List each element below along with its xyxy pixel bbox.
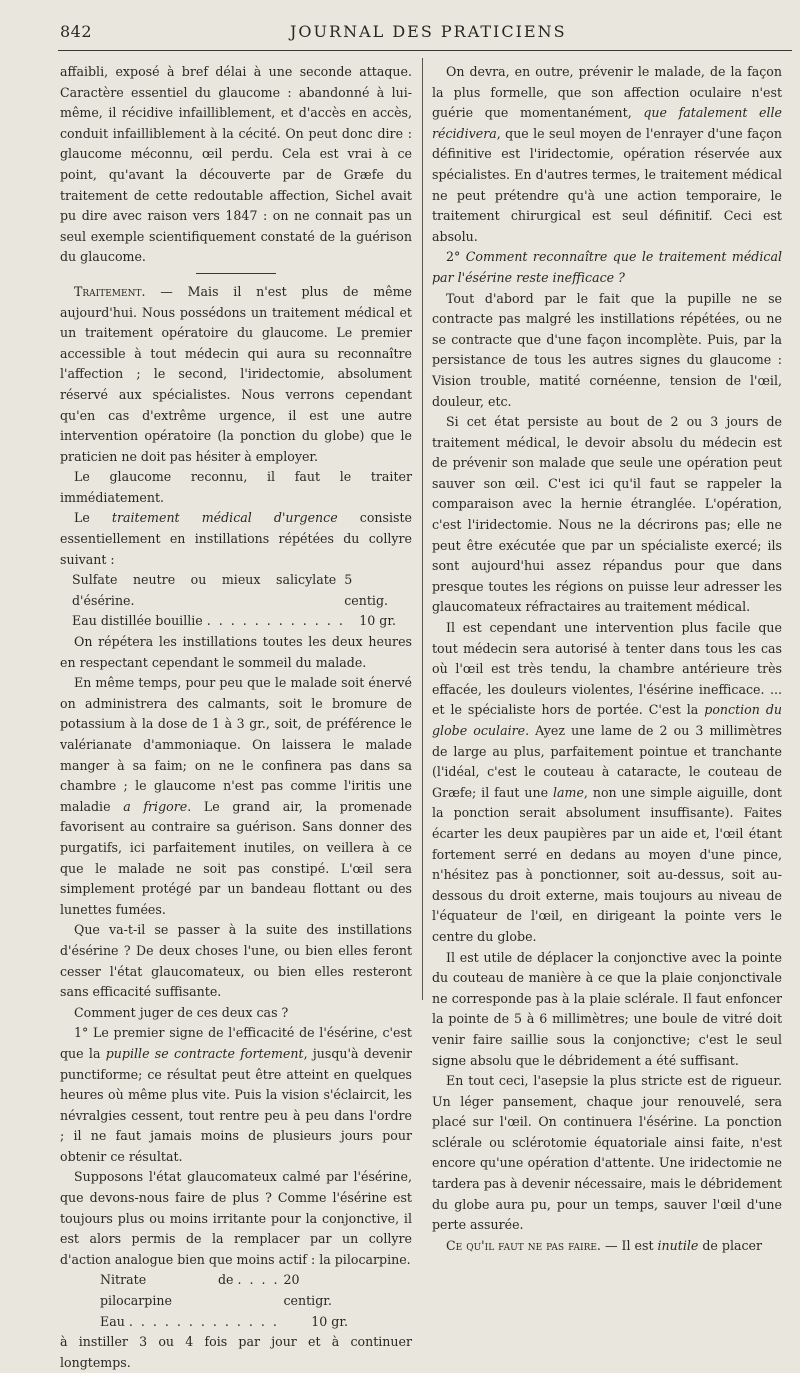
section-heading-ne-pas-faire: Ce qu'il faut ne pas faire. bbox=[446, 1237, 601, 1253]
recipe-quantity: 20 centigr. bbox=[283, 1272, 332, 1309]
emphasis: traitement médical d'urgence bbox=[111, 510, 338, 526]
recipe-quantity: 5 centig. bbox=[344, 572, 389, 608]
paragraph: En tout ceci, l'asepsie la plus stricte est de rigueur. Un léger pansement, chaque jour renouvelé, sera placé sur l'œil. On continuera l'ésérine. La ponction sclérale ou sclérotomie équatoriale ainsi faite, n'est encore qu'une opération d'attente. Une iridectomie ne tardera pas à devenir nécessaire, mais le débridement du globe aura pu, pour un temps, sauver l'œil d'une perte assurée. bbox=[432, 1073, 782, 1233]
paragraph-text: , que le seul moyen de l'enrayer d'une façon définitive est l'iridectomie, opération réservée aux spécialistes. En d'autres termes, le traitement médical ne peut prétendre qu'à une action temporaire, le traitement chirurgical est seul définitif. Ceci est absolu. bbox=[432, 125, 782, 244]
paragraph-text: , non une simple aiguille, dont la ponction serait absolument insuffisante). Faites écarter les deux paupières par un aide et, l'œil étant fortement serré en dedans au moyen d'une pince, n'hésitez pas à ponctionner, soit au-dessus, soit au-dessous du droit externe, mais toujours au niveau de l'équateur de l'œil, en dirigeant la pointe vers le centre du globe. bbox=[432, 784, 782, 944]
paragraph-text: , jusqu'à devenir punctiforme; ce résultat peut être atteint en quelques heures où même plus vite. Puis la vision s'éclaircit, les névralgies cessent, tout rentre peu à peu dans l'ordre ; il ne faut jamais moins de plusieurs jours pour obtenir ce résultat. bbox=[60, 1045, 413, 1164]
recipe-quantity: 10 gr. bbox=[359, 613, 396, 629]
paragraph-text: — Mais il n'est plus de même aujourd'hui. Nous possédons un traitement médical et un traitement opératoire du glaucome. Le premier accessible à tout médecin qui aura su reconnaître l'affection ; le second, l'iridectomie, absolument réservé aux spécialistes. Nous verrons cependant qu'en cas d'extrême urgence, il est une autre intervention opératoire (la ponction du globe) que le praticien ne doit pas hésiter à employer. bbox=[60, 283, 412, 464]
emphasis: inutile bbox=[657, 1237, 699, 1253]
paragraph-text: On devra, en outre, prévenir le malade, de la façon la plus formelle, que son affection oculaire n'est guérie que momentanément, bbox=[432, 64, 782, 121]
recipe-quantity: 10 gr. bbox=[311, 1313, 348, 1329]
paragraph bbox=[432, 618, 782, 948]
recipe-item: Eau distillée bouillie bbox=[72, 613, 203, 629]
paragraph: Que va-t-il se passer à la suite des instillations d'ésérine ? De deux choses l'une, ou bien elles feront cesser l'état glaucomateux, ou bien elles resteront sans efficacité suffisante. bbox=[60, 922, 412, 1000]
recipe-item: Eau bbox=[100, 1313, 125, 1329]
paragraph-text: 1° Le premier signe de l'efficacité de l'ésérine, c'est que la bbox=[60, 1025, 412, 1061]
paragraph bbox=[60, 508, 412, 570]
paragraph bbox=[60, 282, 412, 467]
header-rule bbox=[58, 50, 792, 51]
paragraph-text: . Le grand air, la promenade favorisent au contraire sa guérison. Sans donner des purgatifs, ici parfaitement inutiles, on veillera à ce que le malade ne soit pas constipé. L'œil sera simplement protégé par un bandeau flottant ou des lunettes fumées. bbox=[60, 798, 412, 917]
paragraph-text: Le bbox=[74, 510, 112, 526]
page-number: 842 bbox=[60, 22, 93, 41]
recipe-dots: . . . . . . . . . . . . . bbox=[128, 1313, 279, 1329]
emphasis: pupille se contracte fortement bbox=[105, 1045, 304, 1061]
emphasis: que fatalement elle récidivera bbox=[432, 105, 782, 141]
recipe-dots: . . . . bbox=[237, 1272, 280, 1288]
recipe-line bbox=[60, 1270, 412, 1311]
paragraph: affaibli, exposé à bref délai à une seconde attaque. Caractère essentiel du glaucome : abandonné à lui-même, il récidive infailliblement, et d'accès en accès, conduit infailliblement à la cécité. On peut donc dire : glaucome méconnu, œil perdu. Cela est vrai à ce point, qu'avant la découverte par de Græfe du traitement de cette redoutable affection, Sichel avait pu dire avec raison vers 1847 : on ne connait pas un seul exemple scientifiquement constaté de la guérison du glaucome. bbox=[60, 64, 412, 265]
paragraph-text: En même temps, pour peu que le malade soit énervé on administrera des calmants, soit le bromure de potassium à la dose de 1 à 3 gr., soit, de préférence le valérianate d'ammoniaque. On laissera le malade manger à sa faim; on ne le confinera pas dans sa chambre ; le glaucome n'est pas comme l'iritis une maladie bbox=[60, 675, 412, 814]
paragraph: On répétera les instillations toutes les deux heures en respectant cependant le sommeil du malade. bbox=[60, 634, 412, 670]
recipe-line bbox=[60, 1312, 412, 1333]
recipe-dots: . . . . . . . . . . . . bbox=[206, 613, 345, 629]
emphasis: a frigore bbox=[123, 798, 188, 814]
recipe-item: Nitrate de pilocarpine bbox=[100, 1272, 234, 1309]
recipe-item: Sulfate neutre ou mieux salicylate d'ésérine. bbox=[72, 572, 337, 608]
paragraph-text: — Il est bbox=[600, 1237, 658, 1253]
recipe-line bbox=[60, 611, 412, 632]
paragraph-text: consiste essentiellement en instillations répétées du collyre suivant : bbox=[60, 510, 412, 567]
page-header bbox=[0, 0, 800, 60]
paragraph bbox=[60, 673, 412, 920]
paragraph-text: Il est cependant une intervention plus facile que tout médecin sera autorisé à tenter dans tous les cas où l'œil est très tendu, la chambre antérieure très effacée, les douleurs violentes, l'ésérine inefficace. ... et le spécialiste hors de portée. C'est la bbox=[432, 620, 782, 718]
recipe-line bbox=[60, 570, 412, 611]
right-column bbox=[432, 62, 782, 1253]
paragraph bbox=[432, 1236, 782, 1257]
journal-title: JOURNAL DES PRATICIENS bbox=[290, 22, 567, 41]
paragraph: Si cet état persiste au bout de 2 ou 3 jours de traitement médical, le devoir absolu du médecin est de prévenir son malade que seule une opération peut sauver son œil. C'est ici qu'il faut se rappeler la comparaison avec la hernie étranglée. L'opération, c'est l'iridectomie. Nous ne la décrirons pas; elle ne peut être exécutée que par un spécialiste exercé; ils sont aujourd'hui assez répandus pour que dans presque toutes les régions on puisse leur adresser les glaucomateux réfractaires au traitement médical. bbox=[432, 414, 782, 615]
paragraph-text: . Ayez une lame de 2 ou 3 millimètres de large au plus, parfaitement pointue et tranchante (l'idéal, c'est le couteau à cataracte, le couteau de Græfe; il faut une bbox=[432, 723, 782, 800]
paragraph: Comment juger de ces deux cas ? bbox=[74, 1004, 289, 1020]
section-rule bbox=[196, 273, 276, 274]
paragraph: Supposons l'état glaucomateux calmé par l'ésérine, que devons-nous faire de plus ? Comme l'ésérine est toujours plus ou moins irritante pour la conjonctive, il est alors permis de la remplacer par un collyre d'action analogue bien que moins actif : la pilocarpine. bbox=[60, 1169, 412, 1267]
subsection-number: 2° bbox=[446, 249, 466, 265]
paragraph: à instiller 3 ou 4 fois par jour et à continuer longtemps. bbox=[60, 1334, 412, 1370]
emphasis: lame bbox=[552, 784, 584, 800]
paragraph: Tout d'abord par le fait que la pupille ne se contracte pas malgré les instillations répétées, ou ne se contracte que d'une façon incomplète. Puis, par la persistance de tous les autres signes du glaucome : Vision trouble, matité cornéenne, tension de l'œil, douleur, etc. bbox=[432, 290, 782, 409]
left-column bbox=[60, 62, 413, 1370]
subsection-title: Comment reconnaître que le traitement médical par l'ésérine reste inefficace ? bbox=[432, 249, 782, 285]
section-heading-traitement: Traitement. bbox=[74, 283, 146, 299]
paragraph: Il est utile de déplacer la conjonctive avec la pointe du couteau de manière à ce que la plaie conjonctivale ne corresponde pas à la plaie sclérale. Il faut enfoncer la pointe de 5 à 6 millimètres; une boule de vitré doit venir faire saillie sous la conjonctive; c'est le seul signe absolu que le débridement a été suffisant. bbox=[432, 949, 782, 1068]
column-divider bbox=[422, 58, 423, 1000]
subsection-heading bbox=[432, 247, 782, 288]
paragraph bbox=[60, 1023, 412, 1167]
paragraph: Le glaucome reconnu, il faut le traiter immédiatement. bbox=[60, 469, 412, 505]
paragraph bbox=[432, 62, 782, 247]
emphasis: ponction du globe oculaire bbox=[432, 702, 782, 738]
paragraph-text: de placer bbox=[698, 1237, 763, 1253]
